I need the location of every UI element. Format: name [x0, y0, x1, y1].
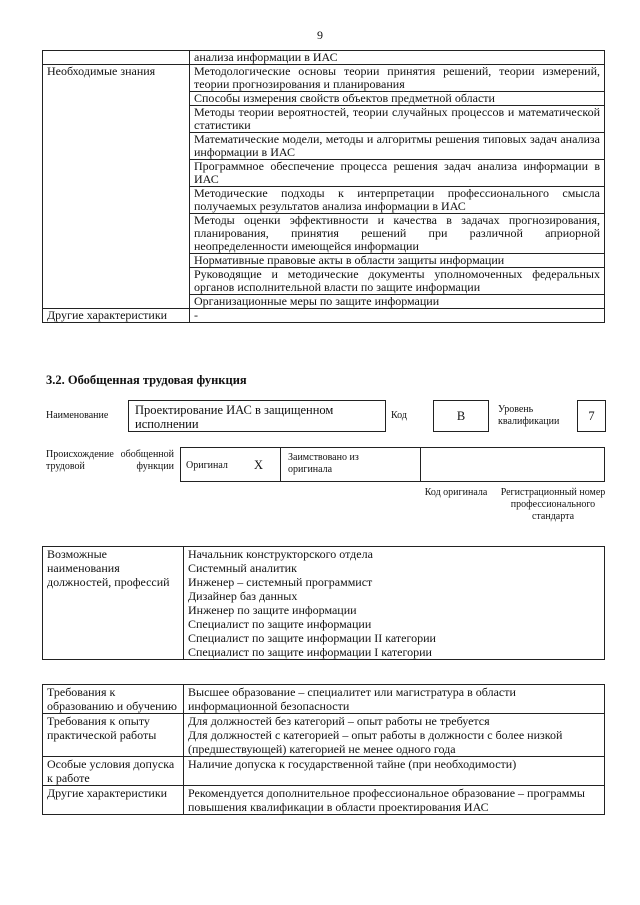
section-heading: 3.2. Обобщенная трудовая функция [46, 373, 247, 387]
level-value: 7 [577, 400, 606, 432]
requirement-line: Рекомендуется дополнительное профессиональное образование – программы повышения квалификации в области проектирования ИАС [188, 786, 585, 814]
row-value: Методы теории вероятностей, теории случайных процессов и математической статистики [190, 106, 605, 133]
requirement-label: Требования к опыту практической работы [43, 714, 184, 757]
row-value: Руководящие и методические документы уполномоченных федеральных органов исполнительной власти по защите информации [190, 268, 605, 295]
original-label: Оригинал [186, 460, 228, 471]
list-item: Инженер по защите информации [188, 603, 357, 617]
list-item: Специалист по защите информации [188, 617, 372, 631]
row-value: Математические модели, методы и алгоритмы решения типовых задач анализа информации в ИАС [190, 133, 605, 160]
origin-box [180, 447, 605, 482]
table-row [43, 714, 605, 757]
row-label-knowledge: Необходимые знания [43, 65, 190, 309]
row-value: Организационные меры по защите информации [190, 295, 605, 309]
requirement-value [184, 757, 605, 786]
table-row [43, 547, 605, 660]
list-item: Специалист по защите информации II категории [188, 631, 436, 645]
table-row [43, 51, 605, 65]
code-original-caption: Код оригинала [424, 487, 488, 498]
table-row [43, 309, 605, 323]
row-label-other: Другие характеристики [43, 309, 190, 323]
name-value: Проектирование ИАС в защищенном исполнении [128, 400, 386, 432]
registration-caption: Регистрационный номер профессионального стандарта [500, 487, 606, 522]
divider [280, 447, 281, 482]
borrowed-label: Заимствовано из оригинала [288, 452, 359, 475]
requirement-value [184, 786, 605, 815]
original-mark: X [254, 458, 264, 472]
list-item: Начальник конструкторского отдела [188, 547, 373, 561]
knowledge-table [42, 50, 605, 323]
table-row [43, 65, 605, 92]
divider [420, 447, 421, 482]
row-value: Методологические основы теории принятия решений, теории измерений, теории прогнозирования и планирования [190, 65, 605, 92]
requirement-label: Особые условия допуска к работе [43, 757, 184, 786]
row-value: Программное обеспечение процесса решения задач анализа информации в ИАС [190, 160, 605, 187]
level-label: Уровень квалификации [498, 404, 560, 427]
requirements-table [42, 684, 605, 815]
list-item: Инженер – системный программист [188, 575, 373, 589]
code-label: Код [391, 410, 407, 421]
page-number: 9 [317, 28, 323, 42]
positions-table [42, 546, 605, 660]
table-row [43, 786, 605, 815]
requirement-line: Наличие допуска к государственной тайне (при необходимости) [188, 757, 517, 771]
row-value: Нормативные правовые акты в области защиты информации [190, 254, 605, 268]
origin-label: Происхождение обобщенной трудовой функции [46, 449, 174, 472]
list-item: Специалист по защите информации I категории [188, 645, 432, 659]
requirement-value [184, 685, 605, 714]
requirement-label: Другие характеристики [43, 786, 184, 815]
list-item: Системный аналитик [188, 561, 297, 575]
row-value: Методы оценки эффективности и качества в задачах прогнозирования, планирования, принятия решений при различной априорной неопределенности имеющейся информации [190, 214, 605, 254]
code-value: B [433, 400, 489, 432]
table-row [43, 685, 605, 714]
positions-label: Возможные наименования должностей, профессий [43, 547, 184, 660]
positions-list [184, 547, 605, 660]
requirement-line: Высшее образование – специалитет или магистратура в области информационной безопасности [188, 685, 516, 713]
row-value: Способы измерения свойств объектов предметной области [190, 92, 605, 106]
row-value: - [190, 309, 605, 323]
row-value: анализа информации в ИАС [190, 51, 605, 65]
requirement-value [184, 714, 605, 757]
row-label [43, 51, 190, 65]
name-label: Наименование [46, 410, 109, 421]
requirement-line: Для должностей с категорией – опыт работы в должности с более низкой (предшествующей) категорией не менее одного года [188, 728, 563, 756]
row-value: Методические подходы к интерпретации профессионального смысла получаемых результатов анализа информации в ИАС [190, 187, 605, 214]
table-row [43, 757, 605, 786]
requirement-label: Требования к образованию и обучению [43, 685, 184, 714]
requirement-line: Для должностей без категорий – опыт работы не требуется [188, 714, 490, 728]
list-item: Дизайнер баз данных [188, 589, 298, 603]
